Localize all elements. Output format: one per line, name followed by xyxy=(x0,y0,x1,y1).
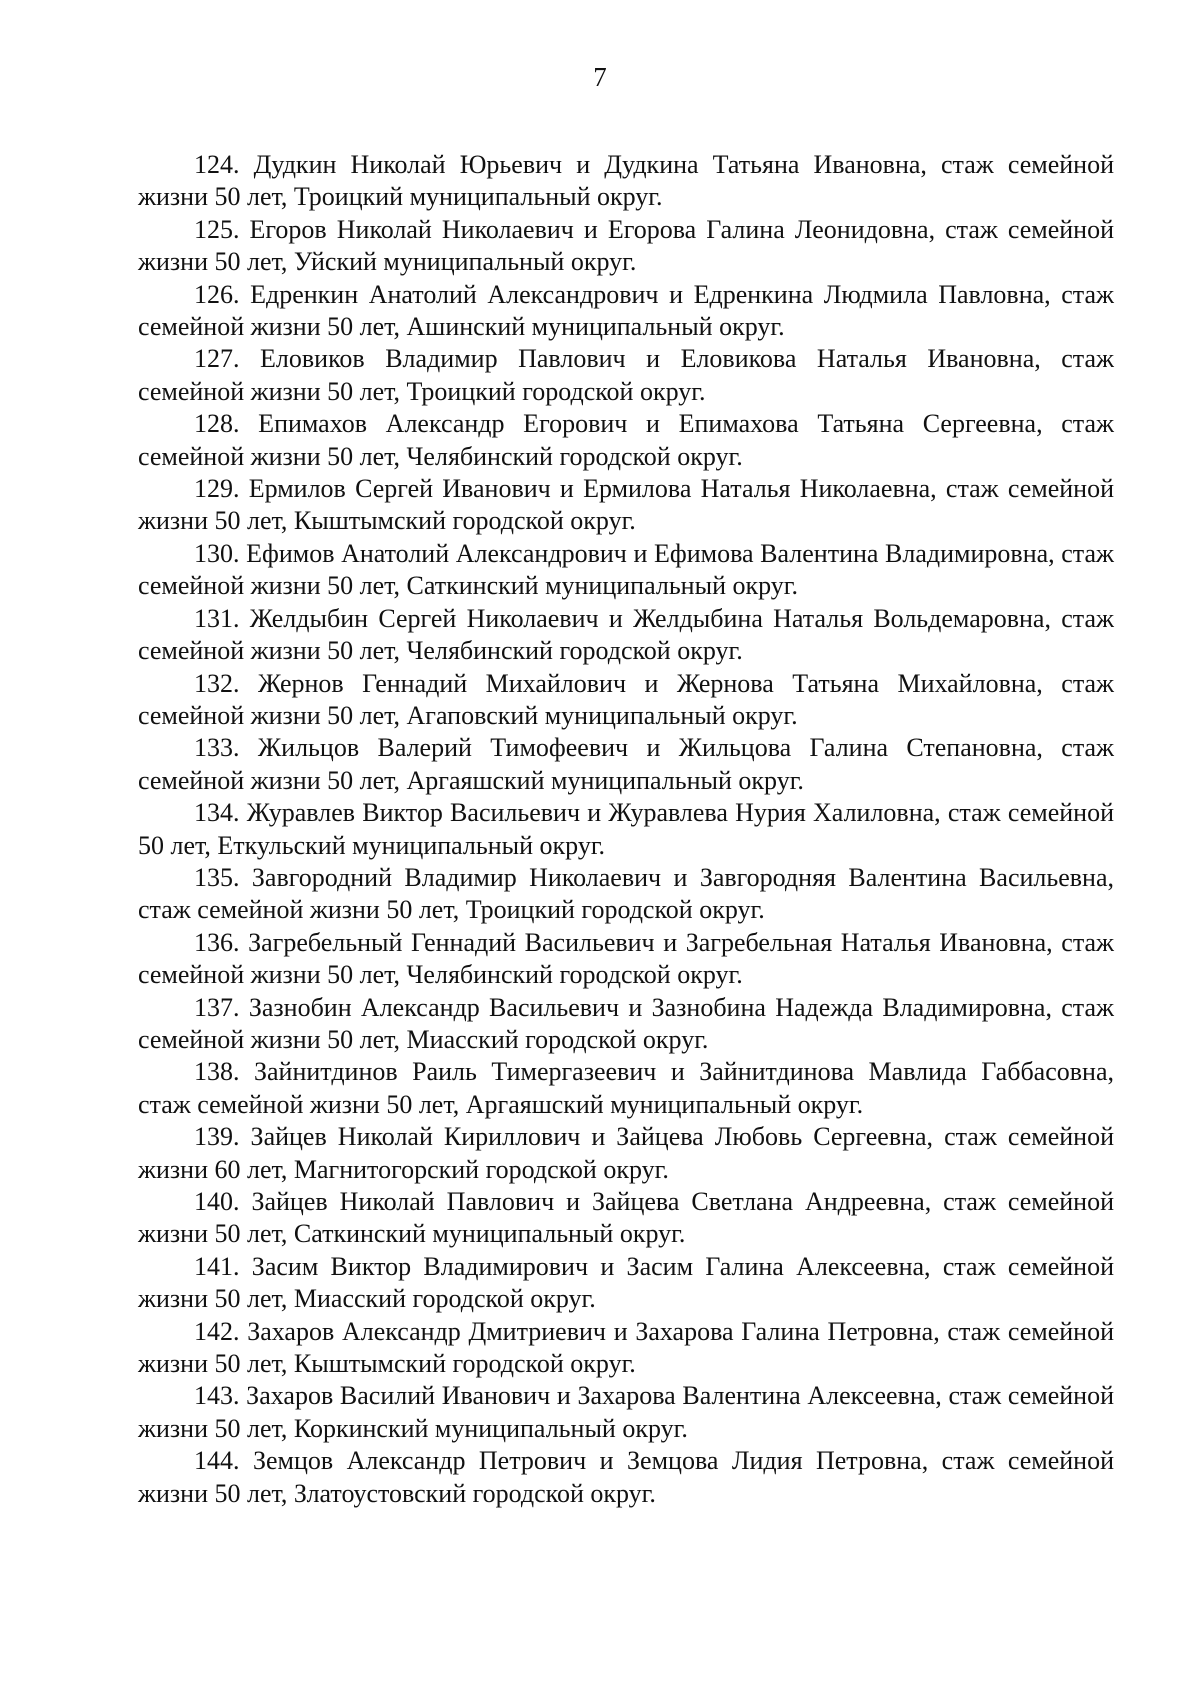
entry-list xyxy=(138,149,1114,1510)
list-item: 133. Жильцов Валерий Тимофеевич и Жильцова Галина Степановна, стаж семейной жизни 50 лет, Аргаяшский муниципальный округ. xyxy=(138,733,1114,795)
list-item: 129. Ермилов Сергей Иванович и Ермилова Наталья Николаевна, стаж семейной жизни 50 лет, Кыштымский городской округ. xyxy=(138,474,1114,536)
list-item: 140. Зайцев Николай Павлович и Зайцева Светлана Андреевна, стаж семейной жизни 50 лет, Саткинский муниципальный округ. xyxy=(138,1187,1114,1249)
list-item: 138. Зайнитдинов Раиль Тимергазеевич и Зайнитдинова Мавлида Габбасовна, стаж семейной жизни 50 лет, Аргаяшский муниципальный округ. xyxy=(138,1057,1114,1119)
list-item: 126. Едренкин Анатолий Александрович и Едренкина Людмила Павловна, стаж семейной жизни 50 лет, Ашинский муниципальный округ. xyxy=(138,279,1114,342)
list-item: 143. Захаров Василий Иванович и Захарова Валентина Алексеевна, стаж семейной жизни 50 лет, Коркинский муниципальный округ. xyxy=(138,1381,1114,1443)
list-item: 134. Журавлев Виктор Васильевич и Журавлева Нурия Халиловна, стаж семейной 50 лет, Еткульский муниципальный округ. xyxy=(138,798,1114,860)
list-item: 124. Дудкин Николай Юрьевич и Дудкина Татьяна Ивановна, стаж семейной жизни 50 лет, Троицкий муниципальный округ. xyxy=(138,150,1114,212)
list-item: 127. Еловиков Владимир Павлович и Еловикова Наталья Ивановна, стаж семейной жизни 50 лет, Троицкий городской округ. xyxy=(138,344,1114,406)
list-item: 142. Захаров Александр Дмитриевич и Захарова Галина Петровна, стаж семейной жизни 50 лет, Кыштымский городской округ. xyxy=(138,1316,1114,1379)
list-item: 144. Земцов Александр Петрович и Земцова Лидия Петровна, стаж семейной жизни 50 лет, Златоустовский городской округ. xyxy=(138,1446,1114,1508)
list-item: 137. Зазнобин Александр Васильевич и Зазнобина Надежда Владимировна, стаж семейной жизни 50 лет, Миасский городской округ. xyxy=(138,992,1114,1054)
list-item: 136. Загребельный Геннадий Васильевич и Загребельная Наталья Ивановна, стаж семейной жизни 50 лет, Челябинский городской округ. xyxy=(138,927,1114,990)
list-item: 141. Засим Виктор Владимирович и Засим Галина Алексеевна, стаж семейной жизни 50 лет, Миасский городской округ. xyxy=(138,1251,1114,1314)
list-item: 132. Жернов Геннадий Михайлович и Жернова Татьяна Михайловна, стаж семейной жизни 50 лет, Агаповский муниципальный округ. xyxy=(138,668,1114,730)
list-item: 128. Епимахов Александр Егорович и Епимахова Татьяна Сергеевна, стаж семейной жизни 50 лет, Челябинский городской округ. xyxy=(138,409,1114,471)
page-number: 7 xyxy=(593,62,607,92)
list-item: 125. Егоров Николай Николаевич и Егорова Галина Леонидовна, стаж семейной жизни 50 лет, Уйский муниципальный округ. xyxy=(138,214,1114,277)
list-item: 130. Ефимов Анатолий Александрович и Ефимова Валентина Владимировна, стаж семейной жизни 50 лет, Саткинский муниципальный округ. xyxy=(138,538,1114,601)
list-item: 135. Завгородний Владимир Николаевич и Завгородняя Валентина Васильевна, стаж семейной жизни 50 лет, Троицкий городской округ. xyxy=(138,862,1114,925)
list-item: 131. Желдыбин Сергей Николаевич и Желдыбина Наталья Вольдемаровна, стаж семейной жизни 50 лет, Челябинский городской округ. xyxy=(138,603,1114,666)
list-item: 139. Зайцев Николай Кириллович и Зайцева Любовь Сергеевна, стаж семейной жизни 60 лет, Магнитогорский городской округ. xyxy=(138,1122,1114,1184)
